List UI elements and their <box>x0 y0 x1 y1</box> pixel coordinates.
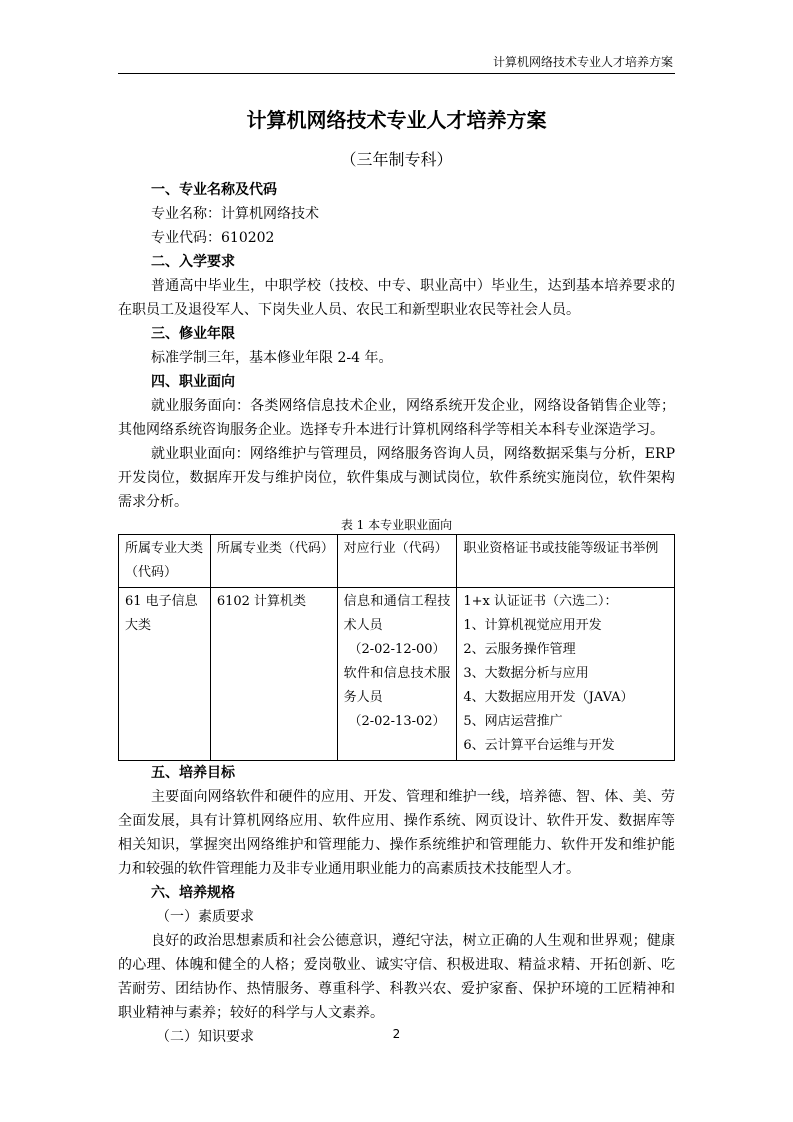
cert-item: 1、计算机视觉应用开发 <box>463 618 602 633</box>
cert-item: 6、云计算平台运维与开发 <box>463 738 615 753</box>
table-cell <box>337 588 457 761</box>
header-rule <box>118 73 675 74</box>
section-heading: 五、培养目标 <box>151 765 235 781</box>
table-header-cell: 职业资格证书或技能等级证书举例 <box>457 535 675 588</box>
table-cell: 61 电子信息大类 <box>119 588 211 761</box>
industry-code: （2-02-12-00） <box>348 642 446 657</box>
table-cell: 6102 计算机类 <box>210 588 337 761</box>
cert-item: 4、大数据应用开发（JAVA） <box>463 690 634 705</box>
document-title: 计算机网络技术专业人才培养方案 <box>246 108 547 132</box>
cert-intro: 1+x 认证证书（六选二）： <box>463 594 618 609</box>
table-caption: 表 1 本专业职业面向 <box>340 518 453 532</box>
paragraph: 标准学制三年，基本修业年限 2-4 年。 <box>151 350 393 366</box>
table-header-cell: 所属专业大类（代码） <box>119 535 211 588</box>
paragraph: 就业服务面向：各类网络信息技术企业，网络系统开发企业，网络设备销售企业等；其他网络系统咨询服务企业。选择专升本进行计算机网络科学等相关本科专业深造学习。 <box>118 398 675 438</box>
table-header-cell: 对应行业（代码） <box>337 535 457 588</box>
document-body <box>118 178 675 1049</box>
section-heading: 四、职业面向 <box>151 374 235 390</box>
subsection-heading: （二）知识要求 <box>156 1029 254 1045</box>
cert-item: 3、大数据分析与应用 <box>463 666 589 681</box>
cert-item: 2、云服务操作管理 <box>463 642 576 657</box>
paragraph: 普通高中毕业生，中职学校（技校、中专、职业高中）毕业生，达到基本培养要求的在职员工及退役军人、下岗失业人员、农民工和新型职业农民等社会人员。 <box>118 278 675 318</box>
table-header-cell: 所属专业类（代码） <box>210 535 337 588</box>
paragraph: 就业职业面向：网络维护与管理员，网络服务咨询人员，网络数据采集与分析，ERP 开发岗位，数据库开发与维护岗位，软件集成与测试岗位，软件系统实施岗位，软件架构需求分析。 <box>118 446 675 510</box>
page-number: 2 <box>392 1027 401 1041</box>
table-header-row <box>119 535 675 588</box>
paragraph: 主要面向网络软件和硬件的应用、开发、管理和维护一线，培养德、智、体、美、劳全面发展，具有计算机网络应用、软件应用、操作系统、网页设计、软件开发、数据库等相关知识，掌握突出网络维护和管理能力、操作系统维护和管理能力、软件开发和维护能力和较强的软件管理能力及非专业通用职业能力的高素质技术技能型人才。 <box>118 789 675 877</box>
career-table <box>118 534 675 761</box>
section-heading: 一、专业名称及代码 <box>151 182 277 198</box>
industry-code: （2-02-13-02） <box>348 714 446 729</box>
document-subtitle: （三年制专科） <box>340 150 453 169</box>
table-row <box>119 588 675 761</box>
section-heading: 六、培养规格 <box>151 885 235 901</box>
industry-line: 信息和通信工程技术人员 <box>343 594 451 633</box>
paragraph: 良好的政治思想素质和社会公德意识，遵纪守法，树立正确的人生观和世界观；健康的心理、体魄和健全的人格；爱岗敬业、诚实守信、积极进取、精益求精、开拓创新、吃苦耐劳、团结协作、热情服务、尊重科学、科教兴农、爱护家畜、保护环境的工匠精神和职业精神与素养；较好的科学与人文素养。 <box>118 933 675 1021</box>
table-cell <box>457 588 675 761</box>
subsection-heading: （一）素质要求 <box>156 909 254 925</box>
major-name: 专业名称：计算机网络技术 <box>151 206 319 222</box>
major-code: 专业代码：610202 <box>151 230 275 246</box>
cert-item: 5、网店运营推广 <box>463 714 563 729</box>
industry-line: 软件和信息技术服务人员 <box>343 666 451 705</box>
section-heading: 三、修业年限 <box>151 326 235 342</box>
section-heading: 二、入学要求 <box>151 254 235 270</box>
running-header: 计算机网络技术专业人才培养方案 <box>492 55 673 69</box>
